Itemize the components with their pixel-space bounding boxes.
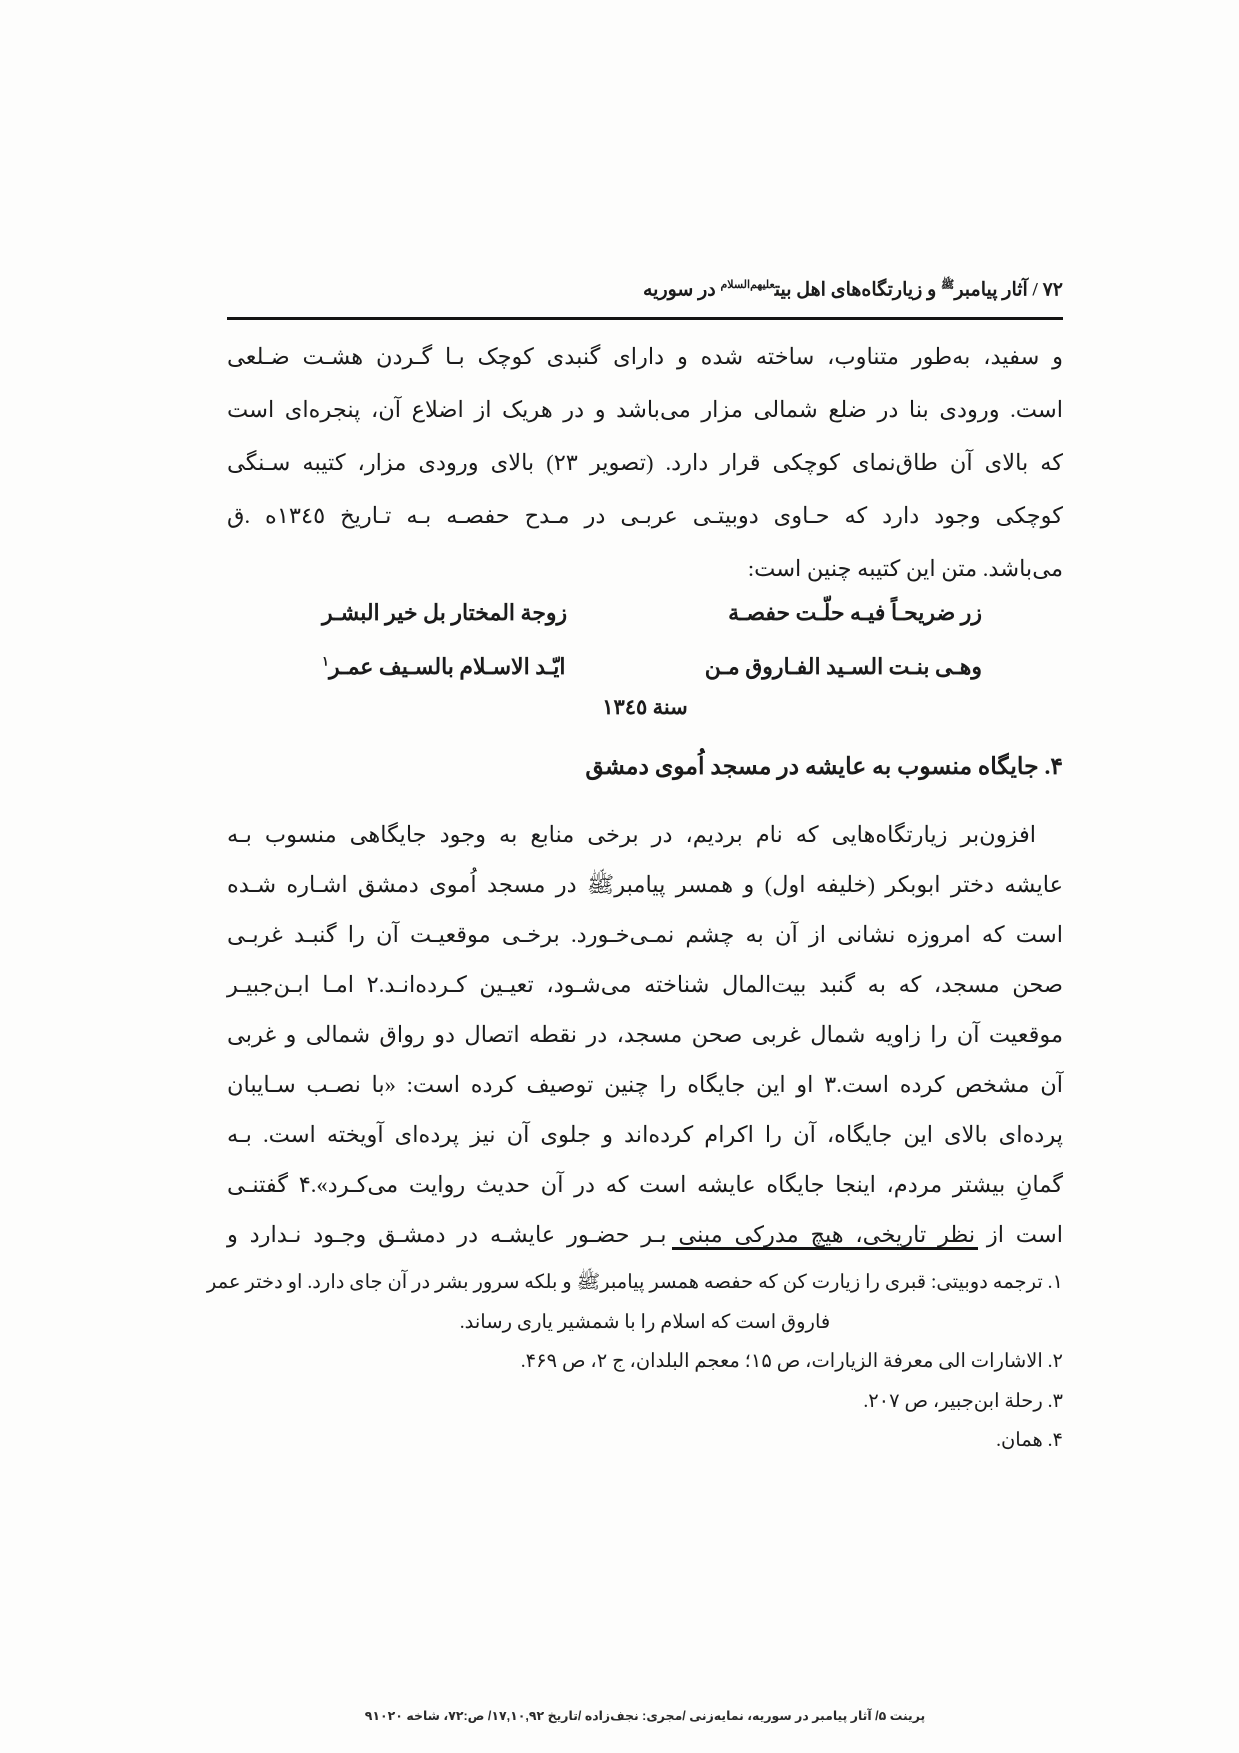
text-line: که بالای آن طاق‌نمای کوچکی قرار دارد. (تصویر ۲۳) بالای ورودی مزار، کتیبه سـنگی: [227, 450, 1064, 475]
section-heading: ۴. جایگاه منسوب به عایشه در مسجد اُموی دمشق: [585, 754, 1063, 780]
hemistich-right: وهـی بنـت السـید الفـاروق مـن: [704, 654, 982, 679]
header-divider-rule: [227, 317, 1063, 320]
footnote-2: ۲. الاشارات الی معرفة الزیارات، ص ۱۵؛ معجم البلدان، ج ۲، ص ۴۶۹.: [520, 1351, 1063, 1372]
running-header-title: و زیارتگاه‌های اهل بیت: [774, 279, 942, 301]
hemistich-left: [322, 640, 565, 694]
body-paragraph-2: [227, 810, 1063, 1260]
footnote-1-line-1: ۱. ترجمه دوبیتی: قبری را زیارت کن که حفصه همسر پیامبرﷺ و بلکه سرور بشر در آن جای دارد. او دختر عمر: [206, 1272, 1063, 1293]
hemistich-right: زر ضریحـاً فیـه حلّـت حفصـة: [728, 600, 982, 625]
footnote-1-line-2: فاروق است که اسلام را با شمشیر یاری رساند.: [459, 1311, 831, 1333]
page-number-and-title: ۷۲ / آثار پیامبر: [954, 279, 1063, 301]
text-line: و سفید، به‌طور متناوب، ساخته شده و دارای گنبدی کوچک بـا گـردن هشـت ضـلعی: [227, 344, 1063, 369]
footnotes-block: [206, 1263, 1063, 1461]
text-line: پرده‌ای بالای این جایگاه، آن را اکرام کرده‌اند و جلوی آن نیز پرده‌ای آویخته است. بـه: [227, 1122, 1063, 1147]
hemistich-left: زوجة المختار بل خیر البشـر: [322, 600, 568, 625]
inscription-couplet: [322, 586, 982, 694]
text-line: افزون‌بر زیارتگاه‌هایی که نام بردیم، در برخی منابع به وجود جایگاهی منسوب بـه: [227, 822, 1036, 847]
hemistich-left-text: ایّـد الاسـلام بالسـیف عمـر: [328, 654, 566, 679]
footnote-separator-rule: [672, 1247, 978, 1250]
couplet-line-1: [322, 586, 982, 640]
text-line: است. ورودی بنا در ضلع شمالی مزار می‌باشد و در هریک از اضلاع آن، پنجره‌ای است: [227, 397, 1063, 422]
print-control-footer: پرینت ۵/ آثار پیامبر در سوریه، نمایه‌زنی /مجری: نجف‌زاده /تاریخ ۱۷,۱۰,۹۲/ ص:۷۲، شاخه ۹۱۰۲۰: [364, 1709, 926, 1723]
text-line: عایشه دختر ابوبکر (خلیفه اول) و همسر پیامبرﷺ در مسجد اُموی دمشق اشـاره شـده: [227, 872, 1063, 897]
inscription-date: سنة ١٣٤٥: [602, 695, 688, 719]
alayhim-salam-icon: علیهم‌السلام: [720, 279, 775, 291]
text-line: است که امروزه نشانی از آن به چشم نمـی‌خـورد. برخـی موقعیـت آن را گنبـد غربـی: [227, 922, 1063, 947]
text-line: می‌باشد. متن این کتیبه چنین است:: [747, 556, 1063, 581]
footnote-ref-1: ۱: [322, 653, 329, 669]
couplet-line-2: [322, 640, 982, 694]
footnote-4: ۴. همان.: [996, 1430, 1063, 1451]
body-paragraph-1: [227, 330, 1063, 595]
salawat-icon: ﷺ: [941, 279, 955, 291]
text-line: صحن مسجد، که به گنبد بیت‌المال شناخته می‌شـود، تعیـین کـرده‌انـد.۲ امـا ابـن‌جبیـر: [227, 972, 1063, 997]
running-header-location: در سوریه: [642, 279, 721, 301]
text-line: آن مشخص کرده است.۳ او این جایگاه را چنین توصیف کرده است: «با نصـب سـایبان: [227, 1072, 1063, 1097]
text-line: گمانِ بیشتر مردم، اینجا جایگاه عایشه است که در آن حدیث روایت می‌کـرد».۴ گفتنـی: [227, 1172, 1063, 1197]
footnote-3: ۳. رحلة ابن‌جبیر، ص ۲۰۷.: [863, 1390, 1063, 1412]
text-line: موقعیت آن را زاویه شمال غربی صحن مسجد، در نقطه اتصال دو رواق شمالی و غربی: [227, 1022, 1064, 1047]
text-line: کوچکی وجود دارد که حـاوی دوبیتـی عربـی در مـدح حفصـه بـه تـاریخ ١٣٤٥ه .ق: [227, 503, 1063, 528]
text-line: است از نظر تاریخی، هیچ مدرکی مبنی بـر حضـور عایشـه در دمشـق وجـود نـدارد و: [227, 1222, 1063, 1247]
running-header: [227, 278, 1063, 301]
